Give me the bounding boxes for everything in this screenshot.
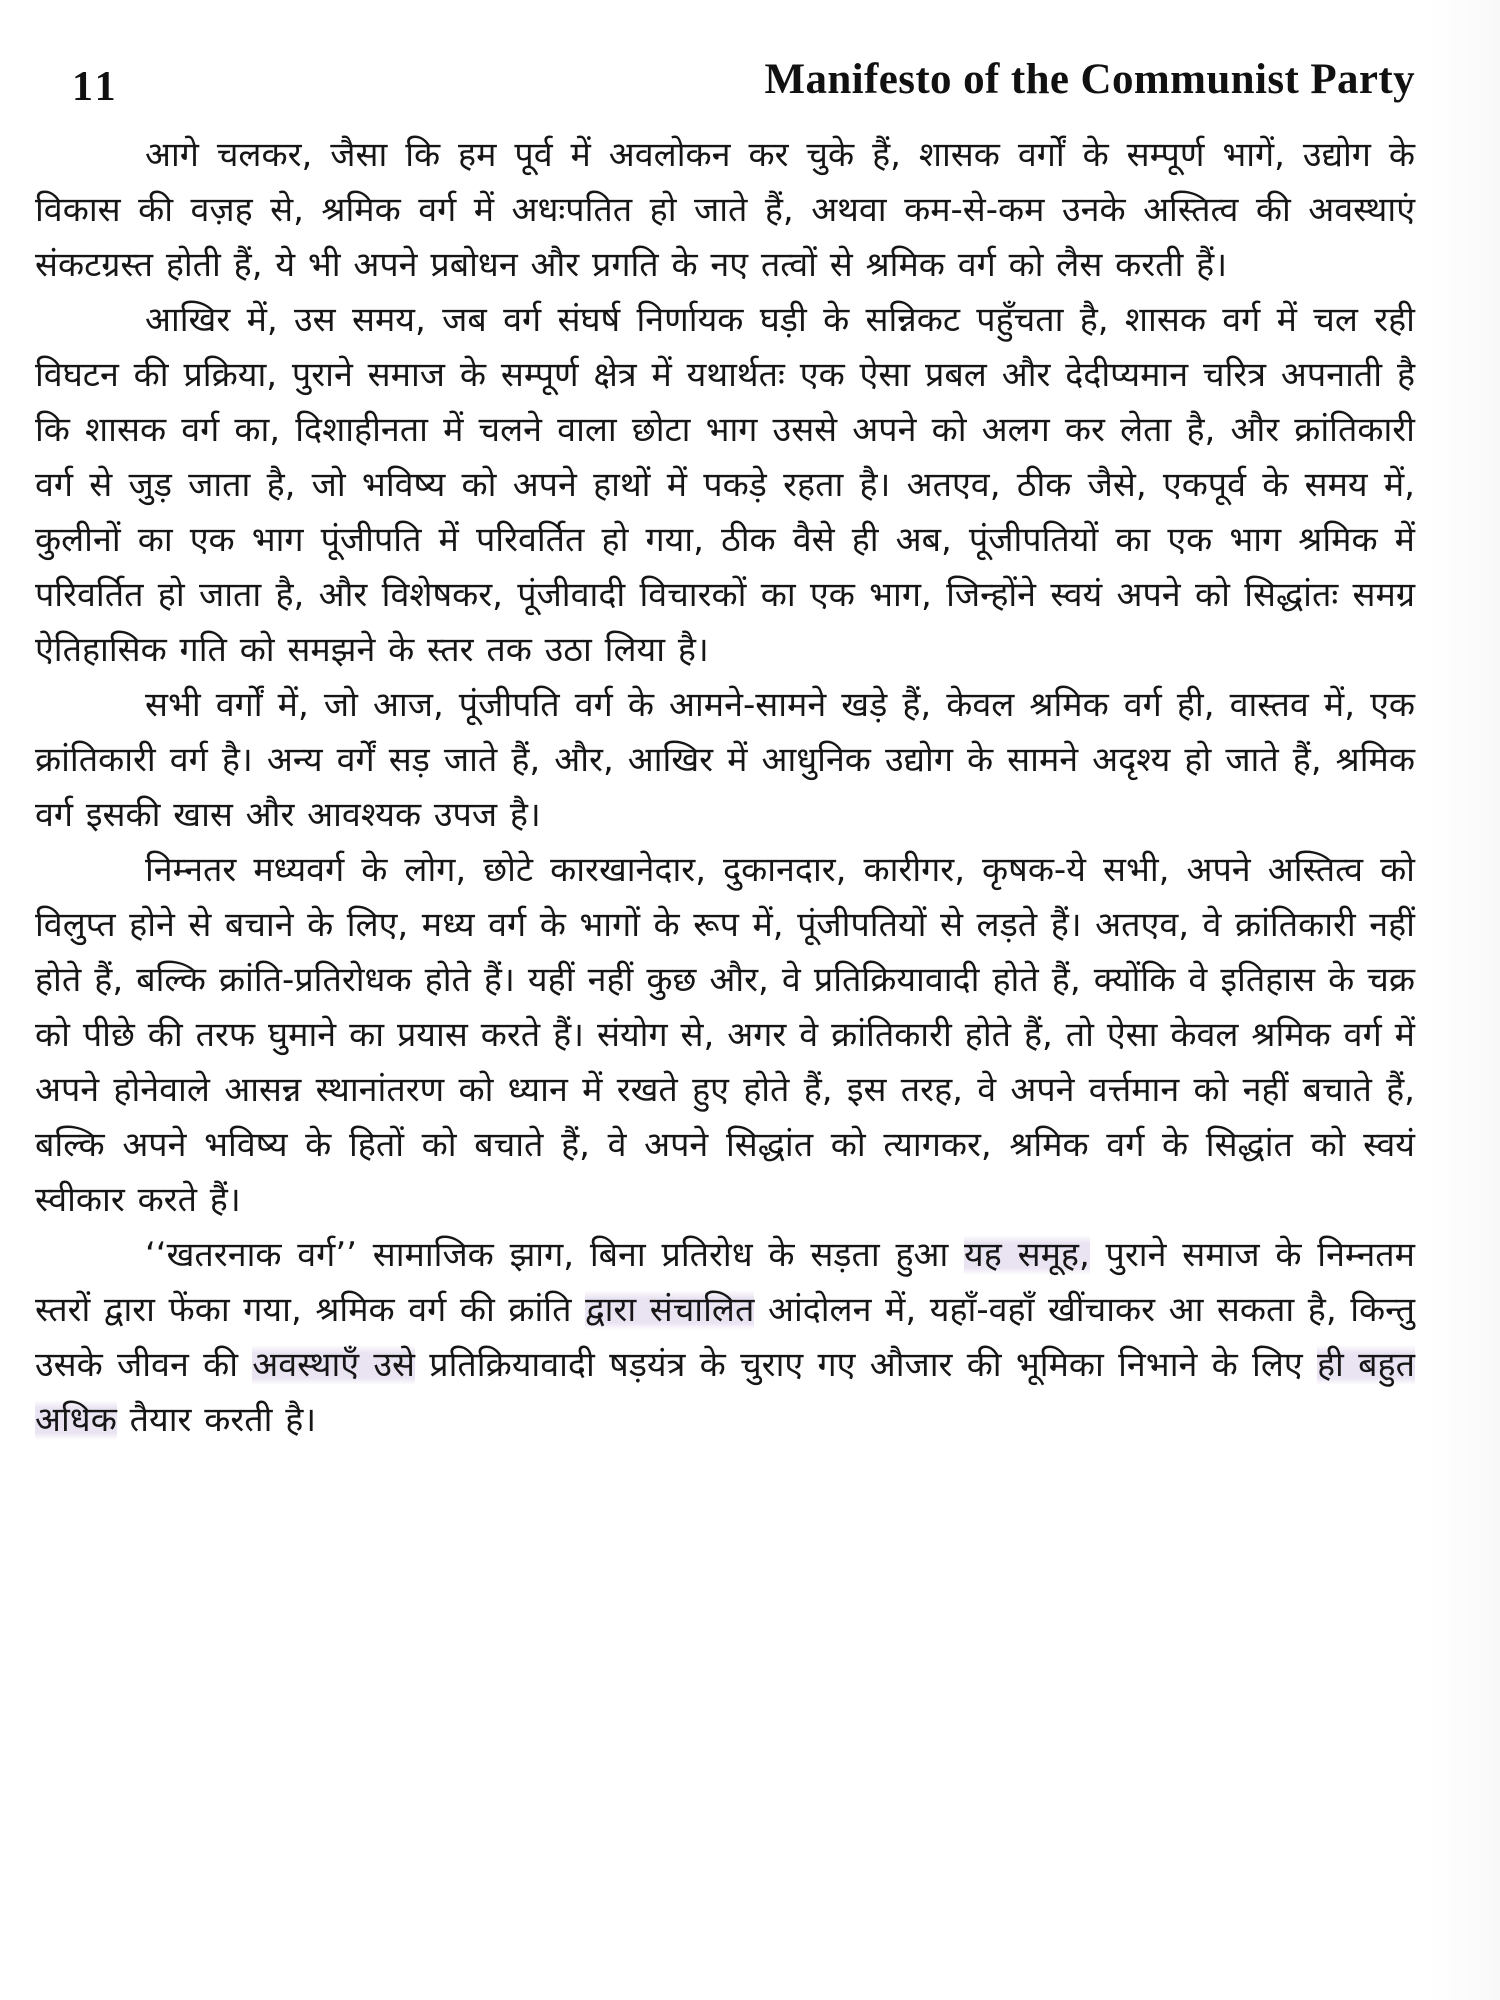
paragraph-5-text-5: तैयार करती है। [116, 1400, 317, 1440]
paragraph-3: सभी वर्गों में, जो आज, पूंजीपति वर्ग के आमने-सामने खड़े हैं, केवल श्रमिक वर्ग ही, वास्तव में, एक क्रांतिकारी वर्ग है। अन्य वर्गें सड़ जाते हैं, और, आखिर में आधुनिक उद्योग के सामने अदृश्य हो जाते हैं, श्रमिक वर्ग इसकी खास और आवश्यक उपज है। [35, 685, 1415, 835]
paragraph-5-text-3: आंदोलन में, यहाँ-वहाँ खींचाकर आ सकता है, किन्तु उसके जीवन की [35, 1290, 1416, 1385]
paragraph-2: आखिर में, उस समय, जब वर्ग संघर्ष निर्णायक घड़ी के सन्निकट पहुँचता है, शासक वर्ग में चल रही विघटन की प्रक्रिया, पुराने समाज के सम्पूर्ण क्षेत्र में यथार्थतः एक ऐसा प्रबल और देदीप्यमान चरित्र अपनाती है कि शासक वर्ग का, दिशाहीनता में चलने वाला छोटा भाग उससे अपने को अलग कर लेता है, और क्रांतिकारी वर्ग से जुड़ जाता है, जो भविष्य को अपने हाथों में पकड़े रहता है। अतएव, ठीक जैसे, एकपूर्व के समय में, कुलीनों का एक भाग पूंजीपति में परिवर्तित हो गया, ठीक वैसे ही अब, पूंजीपतियों का एक भाग श्रमिक में परिवर्तित हो जाता है, और विशेषकर, पूंजीवादी विचारकों का एक भाग, जिन्होंने स्वयं अपने को सिद्धांतः समग्र ऐतिहासिक गति को समझने के स्तर तक उठा लिया है। [35, 300, 1415, 670]
paragraph-5-text-1: ‘‘खतरनाक वर्ग’’ सामाजिक झाग, बिना प्रतिरोध के सड़ता हुआ [145, 1235, 965, 1275]
highlighted-text-2: द्वारा संचालित [585, 1290, 755, 1330]
paragraph-5 [35, 1228, 1415, 1448]
paragraph-1: आगे चलकर, जैसा कि हम पूर्व में अवलोकन कर चुके हैं, शासक वर्गों के सम्पूर्ण भागें, उद्योग के विकास की वज़ह से, श्रमिक वर्ग में अधःपतित हो जाते हैं, अथवा कम-से-कम उनके अस्तित्व की अवस्थाएं संकटग्रस्त होती हैं, ये भी अपने प्रबोधन और प्रगति के नए तत्वों से श्रमिक वर्ग को लैस करती हैं। [35, 135, 1415, 285]
running-title: Manifesto of the Communist Party [764, 56, 1415, 103]
paragraph-5-text-4: प्रतिक्रियावादी षड़यंत्र के चुराए गए औजार की भूमिका निभाने के लिए [414, 1345, 1317, 1385]
highlighted-text-3: अवस्थाएँ उसे [252, 1345, 415, 1385]
page-body [35, 128, 1415, 1448]
scan-edge-shadow [1430, 0, 1500, 2000]
paragraph-5-text-2: पुराने समाज के निम्नतम स्तरों द्वारा फेंका गया, श्रमिक वर्ग की क्रांति [35, 1235, 1415, 1330]
highlighted-text-1: यह समूह, [964, 1235, 1090, 1275]
paragraph-4: निम्नतर मध्यवर्ग के लोग, छोटे कारखानेदार, दुकानदार, कारीगर, कृषक-ये सभी, अपने अस्तित्व को विलुप्त होने से बचाने के लिए, मध्य वर्ग के भागों के रूप में, पूंजीपतियों से लड़ते हैं। अतएव, वे क्रांतिकारी नहीं होते हैं, बल्कि क्रांति-प्रतिरोधक होते हैं। यहीं नहीं कुछ और, वे प्रतिक्रियावादी होते हैं, क्योंकि वे इतिहास के चक्र को पीछे की तरफ घुमाने का प्रयास करते हैं। संयोग से, अगर वे क्रांतिकारी होते हैं, तो ऐसा केवल श्रमिक वर्ग में अपने होनेवाले आसन्न स्थानांतरण को ध्यान में रखते हुए होते हैं, इस तरह, वे अपने वर्त्तमान को नहीं बचाते हैं, बल्कि अपने भविष्य के हितों को बचाते हैं, वे अपने सिद्धांत को त्यागकर, श्रमिक वर्ग के सिद्धांत को स्वयं स्वीकार करते हैं। [35, 850, 1415, 1220]
highlighted-text-4: ही बहुत अधिक [35, 1345, 1415, 1440]
page-header [40, 55, 1415, 115]
page-number: 11 [72, 64, 120, 110]
